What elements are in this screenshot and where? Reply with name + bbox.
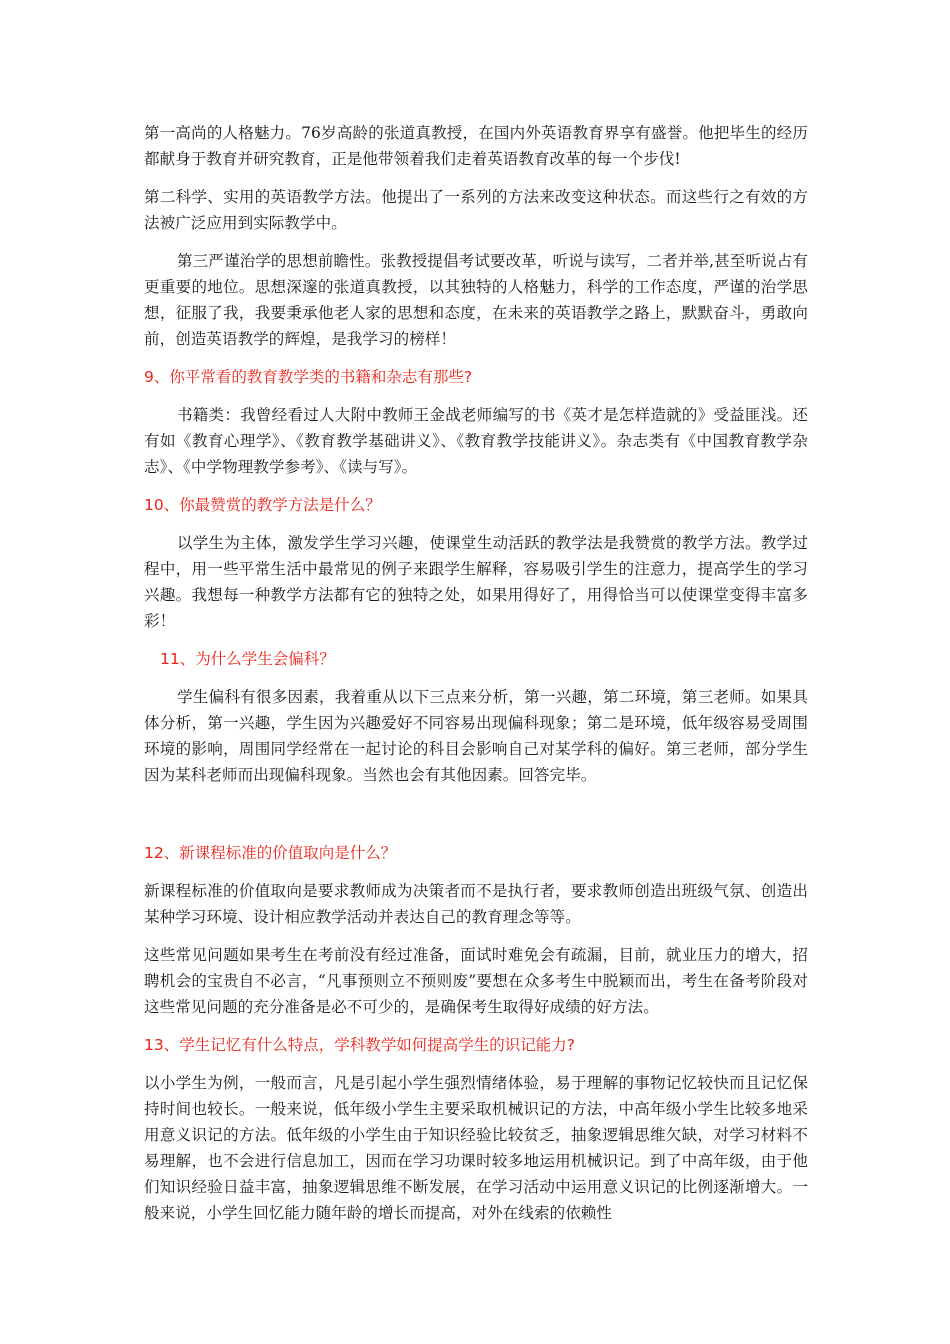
question-heading: 13、学生记忆有什么特点，学科教学如何提高学生的识记能力? [144,1036,575,1054]
spacer [144,800,808,840]
body-paragraph: 第二科学、实用的英语教学方法。他提出了一系列的方法来改变这种状态。而这些行之有效的方法被广泛应用到实际教学中。 [144,188,808,232]
question-heading: 10、你最赞赏的教学方法是什么？ [144,496,381,514]
body-paragraph: 书籍类：我曾经看过人大附中教师王金战老师编写的书《英才是怎样造就的》受益匪浅。还有如《教育心理学》、《教育教学基础讲义》、《教育教学技能讲义》。杂志类有《中国教育教学杂志》、《中学物理教学参考》、《读与写》。 [144,406,808,476]
body-paragraph: 学生偏科有很多因素，我着重从以下三点来分析，第一兴趣，第二环境，第三老师。如果具体分析，第一兴趣，学生因为兴趣爱好不同容易出现偏科现象；第二是环境，低年级容易受周围环境的影响，周围同学经常在一起讨论的科目会影响自己对某学科的偏好。第三老师，部分学生因为某科老师而出现偏科现象。当然也会有其他因素。回答完毕。 [144,688,808,784]
document-body [144,120,808,1238]
body-paragraph: 第一高尚的人格魅力。76岁高龄的张道真教授，在国内外英语教育界享有盛誉。他把毕生的经历都献身于教育并研究教育，正是他带领着我们走着英语教育改革的每一个步伐! [144,124,808,168]
body-paragraph: 新课程标准的价值取向是要求教师成为决策者而不是执行者，要求教师创造出班级气氛、创造出某种学习环境、设计相应教学活动并表达自己的教育理念等等。 [144,882,808,926]
body-paragraph: 这些常见问题如果考生在考前没有经过准备，面试时难免会有疏漏，目前，就业压力的增大，招聘机会的宝贵自不必言，“凡事预则立不预则废”要想在众多考生中脱颖而出，考生在备考阶段对这些常见问题的充分准备是必不可少的，是确保考生取得好成绩的好方法。 [144,946,808,1016]
body-paragraph: 第三严谨治学的思想前瞻性。张教授提倡考试要改革，听说与读写，二者并举,甚至听说占有更重要的地位。思想深邃的张道真教授，以其独特的人格魅力，科学的工作态度，严谨的治学思想，征服了我，我要秉承他老人家的思想和态度，在未来的英语教学之路上，默默奋斗，勇敢向前，创造英语教学的辉煌，是我学习的榜样！ [144,252,808,348]
question-heading: 11、为什么学生会偏科？ [160,650,335,668]
body-paragraph: 以学生为主体，激发学生学习兴趣，使课堂生动活跃的教学法是我赞赏的教学方法。教学过程中，用一些平常生活中最常见的例子来跟学生解释，容易吸引学生的注意力，提高学生的学习兴趣。我想每一种教学方法都有它的独特之处，如果用得好了，用得恰当可以使课堂变得丰富多彩！ [144,534,808,630]
question-heading: 9、你平常看的教育教学类的书籍和杂志有那些? [144,368,473,386]
body-paragraph: 以小学生为例，一般而言，凡是引起小学生强烈情绪体验，易于理解的事物记忆较快而且记忆保持时间也较长。一般来说，低年级小学生主要采取机械识记的方法，中高年级小学生比较多地采用意义识记的方法。低年级的小学生由于知识经验比较贫乏，抽象逻辑思维欠缺，对学习材料不易理解，也不会进行信息加工，因而在学习功课时较多地运用机械识记。到了中高年级，由于他们知识经验日益丰富，抽象逻辑思维不断发展，在学习活动中运用意义识记的比例逐渐增大。一般来说，小学生回忆能力随年龄的增长而提高，对外在线索的依赖性 [144,1074,808,1222]
question-heading: 12、新课程标准的价值取向是什么？ [144,844,397,862]
